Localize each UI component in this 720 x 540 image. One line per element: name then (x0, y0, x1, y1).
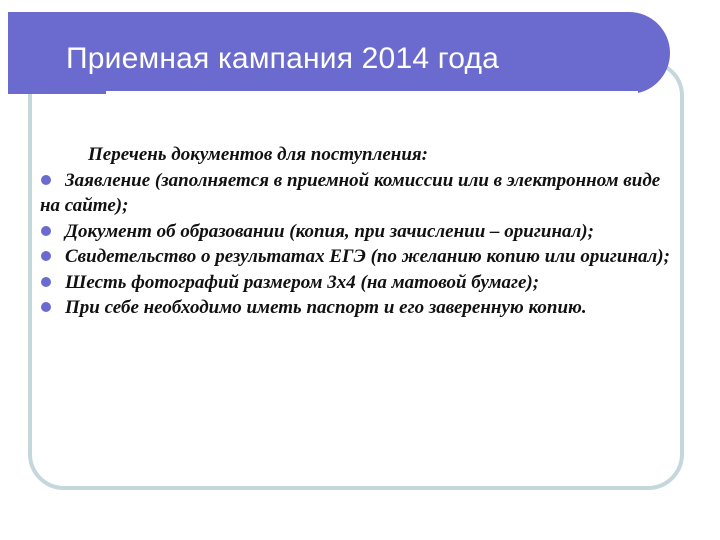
list-item-text: При себе необходимо иметь паспорт и его заверенную копию. (65, 297, 587, 318)
list-item (40, 168, 672, 219)
title-underline (106, 91, 638, 94)
list-item-text: Заявление (заполняется в приемной комиссии или в электронном виде на сайте); (40, 169, 661, 216)
document-list (40, 142, 672, 321)
bullet-icon (41, 277, 51, 287)
list-item (40, 295, 672, 321)
list-item (40, 244, 672, 270)
list-item-text: Документ об образовании (копия, при зачислении – оригинал); (65, 220, 594, 242)
list-item-text: Шесть фотографий размером 3х4 (на матовой бумаге); (65, 271, 540, 293)
list-item (40, 219, 672, 245)
title-banner (8, 12, 670, 94)
slide-title: Приемная кампания 2014 года (66, 42, 500, 75)
bullet-icon (41, 251, 51, 261)
bullet-icon (41, 302, 51, 312)
bullet-icon (41, 175, 51, 185)
list-intro: Перечень документов для поступления: (88, 144, 428, 165)
bullet-icon (41, 226, 51, 236)
list-item-text: Свидетельство о результатах ЕГЭ (по желанию копию или оригинал); (65, 246, 670, 267)
list-item (40, 270, 672, 296)
